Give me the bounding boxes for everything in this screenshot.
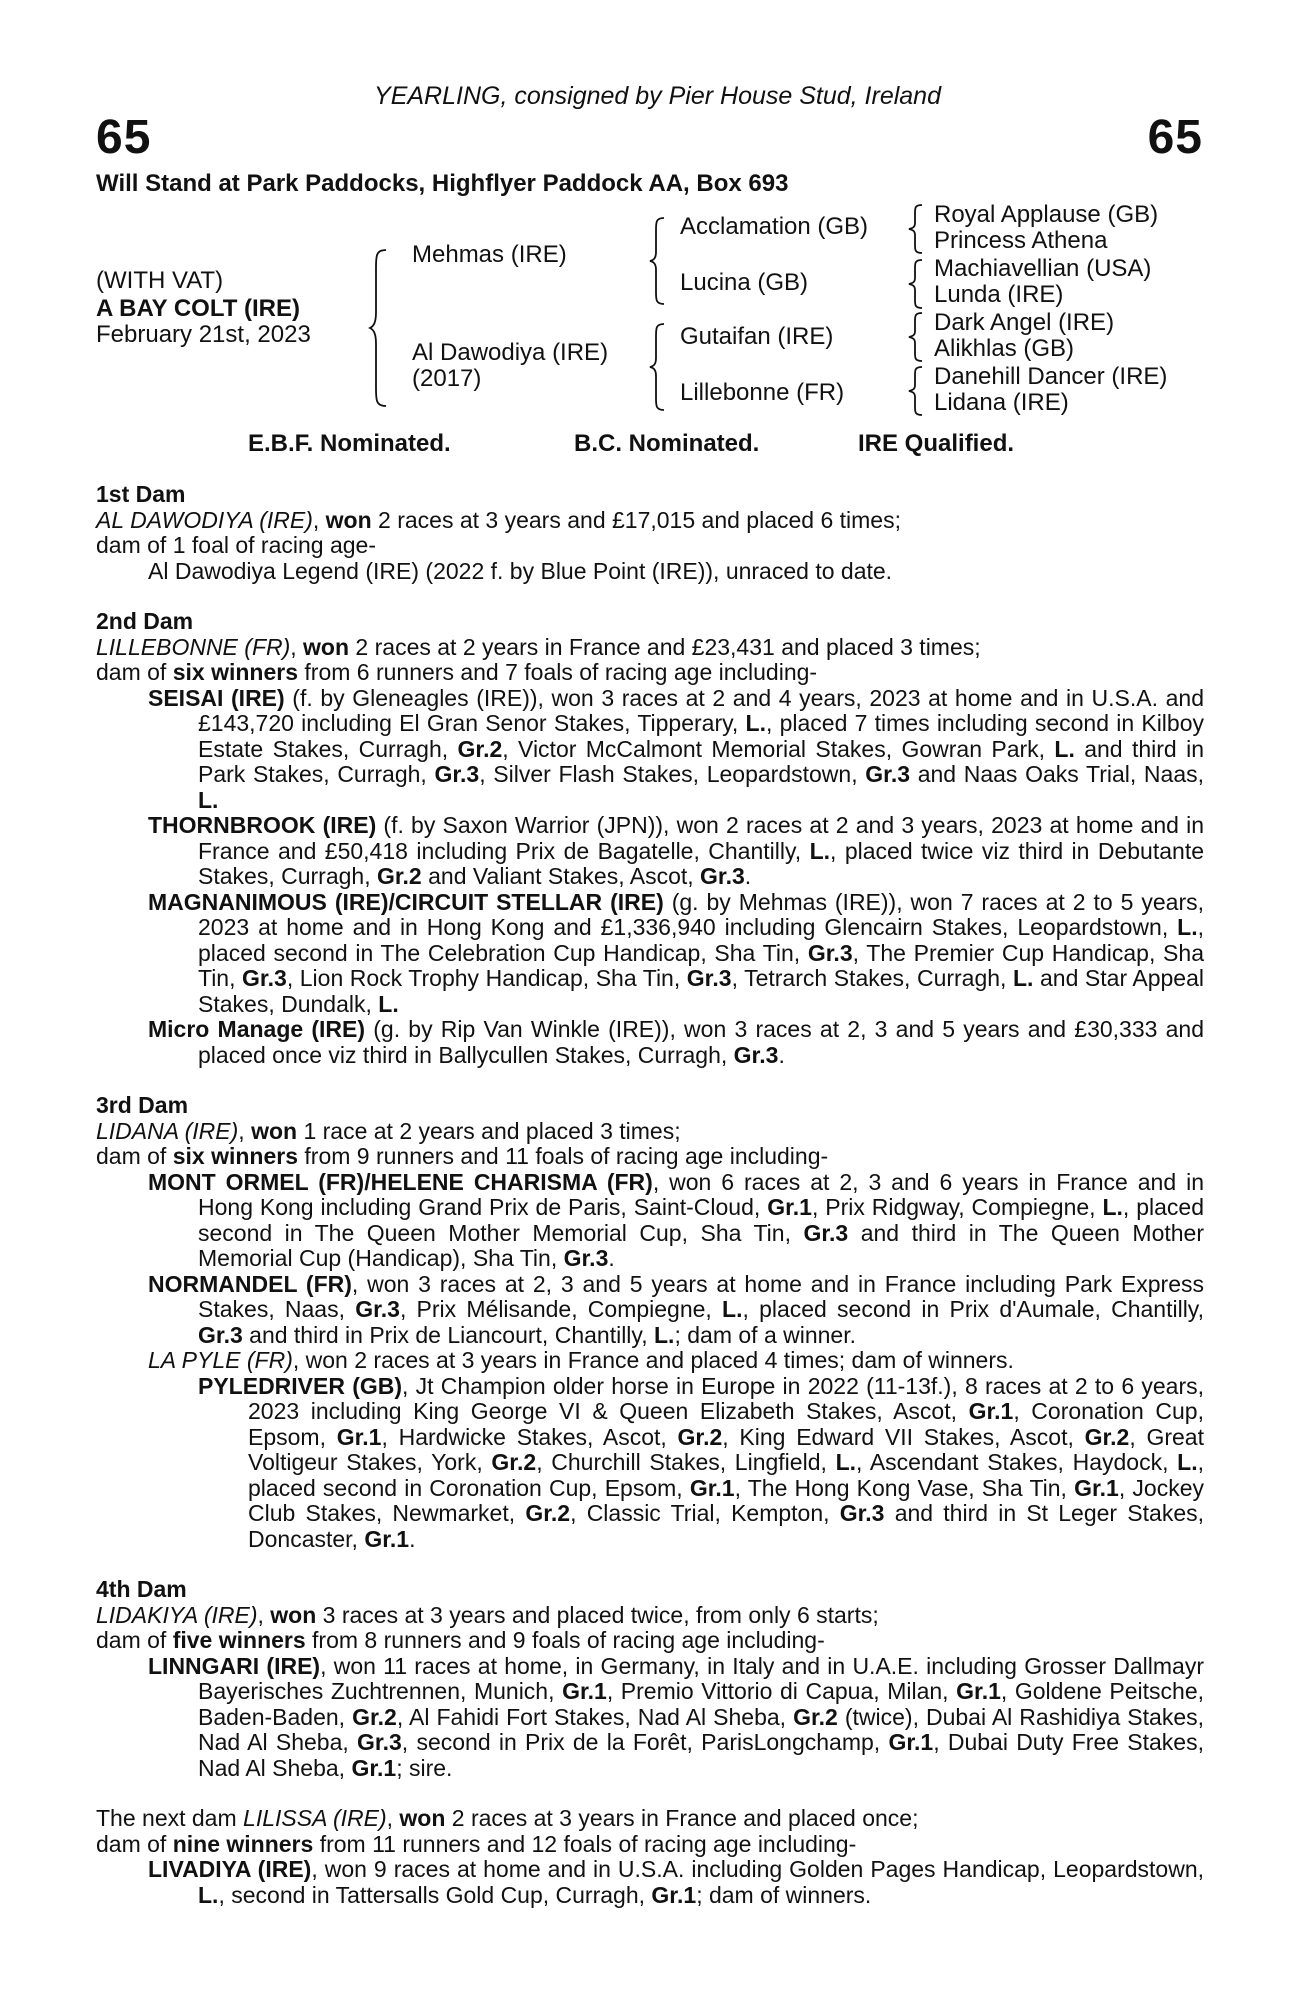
dam2-heading: 2nd Dam — [96, 608, 194, 634]
gdam-3: Alikhlas (GB) — [934, 335, 1075, 362]
dam2-summary: LILLEBONNE (FR), won 2 races at 2 years in France and £23,431 and placed 3 times; — [96, 633, 981, 660]
pedigree-brace-dam — [648, 322, 668, 412]
runner-thornbrook: THORNBROOK (IRE) (f. by Saxon Warrior (JPN)), won 2 races at 2 and 3 years, 2023 at home and in France and £50,418 including Prix de Bagatelle, Chantilly, L., placed twice viz third in Debutante Stakes, Curragh, Gr.2 and Valiant Stakes, Ascot, Gr.3. — [148, 812, 1205, 889]
pedigree-brace-g4 — [906, 365, 926, 417]
horse-name: A BAY COLT (IRE) — [96, 295, 301, 322]
dam-records — [96, 482, 1204, 1908]
dam3-foals: dam of six winners from 9 runners and 11 foals of racing age including- — [96, 1143, 829, 1169]
gsire-1: Royal Applause (GB) — [934, 201, 1159, 228]
gsire-4: Danehill Dancer (IRE) — [934, 363, 1168, 390]
dam1-name: AL DAWODIYA (IRE) — [96, 506, 313, 533]
dam1-summary: AL DAWODIYA (IRE), won 2 races at 3 years and £17,015 and placed 6 times; — [96, 506, 901, 533]
runner-pyledriver: PYLEDRIVER (GB), Jt Champion older horse in Europe in 2022 (11-13f.), 8 races at 2 to 6 years, 2023 including King George VI & Queen Elizabeth Stakes, Ascot, Gr.1, Coronation Cup, Epsom, Gr.1, Hardwicke Stakes, Ascot, Gr.2, King Edward VII Stakes, Ascot, Gr.2, Great Voltigeur Stakes, York, Gr.2, Churchill Stakes, Lingfield, L., Ascendant Stakes, Haydock, L., placed second in Coronation Cup, Epsom, Gr.1, The Hong Kong Vase, Sha Tin, Gr.1, Jockey Club Stakes, Newmarket, Gr.2, Classic Trial, Kempton, Gr.3 and third in St Leger Stakes, Doncaster, Gr.1. — [198, 1372, 1205, 1552]
runner-livadiya: LIVADIYA (IRE), won 9 races at home and in U.S.A. including Golden Pages Handicap, Leopardstown, L., second in Tattersalls Gold Cup, Curragh, Gr.1; dam of winners. — [148, 1856, 1204, 1908]
dam2-foals: dam of six winners from 6 runners and 7 foals of racing age including- — [96, 659, 818, 685]
consignment-line: YEARLING, consigned by Pier House Stud, Ireland — [374, 82, 941, 110]
dam-sire: Gutaifan (IRE) — [680, 323, 834, 350]
nextdam-summary: The next dam LILISSA (IRE), won 2 races at 3 years in France and placed once; — [96, 1805, 919, 1831]
lot-number-left: 65 — [96, 111, 152, 164]
runner-seisai: SEISAI (IRE) (f. by Gleneagles (IRE)), won 3 races at 2 and 4 years, 2023 at home and in U.S.A. and £143,720 including El Gran Senor Stakes, Tipperary, L., placed 7 times including second in Kilboy Estate Stakes, Curragh, Gr.2, Victor McCalmont Memorial Stakes, Gowran Park, L. and third in Park Stakes, Curragh, Gr.3, Silver Flash Stakes, Leopardstown, Gr.3 and Naas Oaks Trial, Naas, L. — [148, 684, 1205, 813]
dam3-summary: LIDANA (IRE), won 1 race at 2 years and placed 3 times; — [96, 1117, 681, 1144]
runner-linngari: LINNGARI (IRE), won 11 races at home, in Germany, in Italy and in U.A.E. including Grosser Dallmayr Bayerisches Zuchtrennen, Munich, Gr.1, Premio Vittorio di Capua, Milan, Gr.1, Goldene Peitsche, Baden-Baden, Gr.2, Al Fahidi Fort Stakes, Nad Al Sheba, Gr.2 (twice), Dubai Al Rashidiya Stakes, Nad Al Sheba, Gr.3, second in Prix de la Forêt, ParisLongchamp, Gr.1, Dubai Duty Free Stakes, Nad Al Sheba, Gr.1; sire. — [148, 1652, 1205, 1781]
pedigree-brace-g2 — [906, 258, 926, 310]
pedigree-brace-main — [368, 248, 392, 408]
sire-sire: Acclamation (GB) — [680, 213, 869, 240]
dam1-foals: dam of 1 foal of racing age- — [96, 532, 376, 558]
gdam-4: Lidana (IRE) — [934, 389, 1069, 416]
nextdam-foals: dam of nine winners from 11 runners and 12 foals of racing age including- — [96, 1830, 857, 1857]
runner-mont-ormel: MONT ORMEL (FR)/HELENE CHARISMA (FR), won 6 races at 2, 3 and 6 years in France and in Hong Kong including Grand Prix de Paris, Saint-Cloud, Gr.1, Prix Ridgway, Compiegne, L., placed second in The Queen Mother Memorial Cup, Sha Tin, Gr.3 and third in The Queen Mother Memorial Cup (Handicap), Sha Tin, Gr.3. — [148, 1168, 1205, 1271]
gsire-2: Machiavellian (USA) — [934, 255, 1152, 282]
dam-dam: Lillebonne (FR) — [680, 379, 845, 406]
dam1-heading: 1st Dam — [96, 481, 186, 507]
dam1-offspring: Al Dawodiya Legend (IRE) (2022 f. by Blue Point (IRE)), unraced to date. — [148, 557, 893, 584]
pedigree-brace-sire — [648, 216, 668, 306]
sire: Mehmas (IRE) — [412, 241, 567, 268]
stand-location: Will Stand at Park Paddocks, Highflyer Paddock AA, Box 693 — [96, 170, 789, 197]
pedigree-brace-g1 — [906, 203, 926, 255]
gdam-2: Lunda (IRE) — [934, 281, 1064, 308]
runner-micro-manage: Micro Manage (IRE) (g. by Rip Van Winkle (IRE)), won 3 races at 2, 3 and 5 years and £30,333 and placed once viz third in Ballycullen Stakes, Curragh, Gr.3. — [148, 1016, 1204, 1068]
gdam-1: Princess Athena — [934, 227, 1108, 254]
foaling-date: February 21st, 2023 — [96, 321, 311, 348]
runner-normandel: NORMANDEL (FR), won 3 races at 2, 3 and 5 years at home and in France including Park Express Stakes, Naas, Gr.3, Prix Mélisande, Compiegne, L., placed second in Prix d'Aumale, Chantilly, Gr.3 and third in Prix de Liancourt, Chantilly, L.; dam of a winner. — [148, 1270, 1204, 1348]
dam: Al Dawodiya (IRE) — [412, 339, 609, 366]
sire-dam: Lucina (GB) — [680, 269, 809, 296]
bc-nomination: B.C. Nominated. — [574, 430, 760, 457]
gsire-3: Dark Angel (IRE) — [934, 309, 1115, 336]
lot-number-right: 65 — [1147, 111, 1203, 164]
runner-magnanimous: MAGNANIMOUS (IRE)/CIRCUIT STELLAR (IRE) (g. by Mehmas (IRE)), won 7 races at 2 to 5 years, 2023 at home and in Hong Kong and £1,336,940 including Glencairn Stakes, Leopardstown, L., placed second in The Celebration Cup Handicap, Sha Tin, Gr.3, The Premier Cup Handicap, Sha Tin, Gr.3, Lion Rock Trophy Handicap, Sha Tin, Gr.3, Tetrarch Stakes, Curragh, L. and Star Appeal Stakes, Dundalk, L. — [148, 888, 1204, 1017]
ebf-nomination: E.B.F. Nominated. — [248, 430, 451, 457]
ire-qualification: IRE Qualified. — [858, 430, 1015, 457]
dam4-summary: LIDAKIYA (IRE), won 3 races at 3 years and placed twice, from only 6 starts; — [96, 1601, 879, 1628]
dam4-heading: 4th Dam — [96, 1576, 187, 1602]
pedigree-brace-g3 — [906, 311, 926, 363]
dam3-heading: 3rd Dam — [96, 1092, 189, 1118]
dam4-foals: dam of five winners from 8 runners and 9 foals of racing age including- — [96, 1627, 825, 1653]
dam-foaled-year: (2017) — [412, 365, 482, 392]
runner-la-pyle: LA PYLE (FR), won 2 races at 3 years in France and placed 4 times; dam of winners. — [148, 1347, 1014, 1373]
vat-note: (WITH VAT) — [96, 267, 224, 294]
